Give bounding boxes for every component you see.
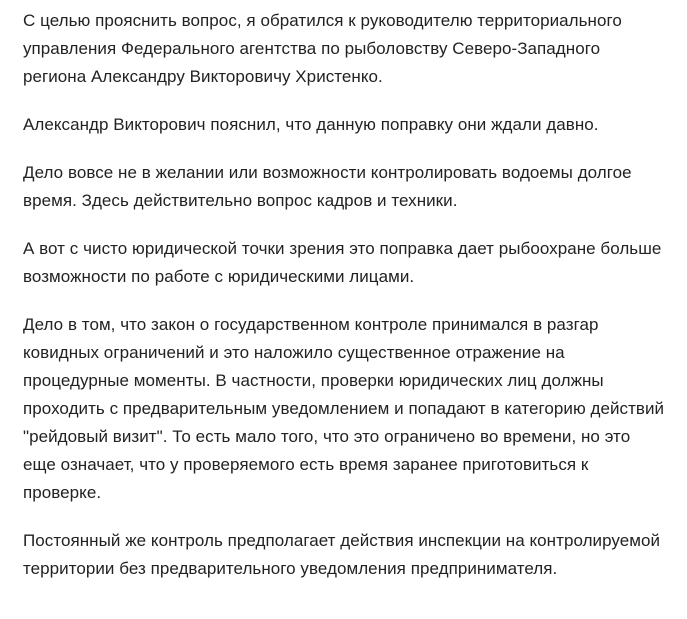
paragraph-3: Дело вовсе не в желании или возможности контролировать водоемы долгое время. Здесь действительно вопрос кадров и техники.: [23, 163, 632, 210]
paragraph-1: С целью прояснить вопрос, я обратился к руководителю территориального управления Федерального агентства по рыболовству Северо-Западного региона Александру Викторовичу Христенко.: [23, 11, 622, 86]
paragraph-6: Постоянный же контроль предполагает действия инспекции на контролируемой территории без предварительного уведомления предпринимателя.: [23, 531, 661, 578]
paragraph-4: А вот с чисто юридической точки зрения это поправка дает рыбоохране больше возможности по работе с юридическими лицами.: [23, 239, 662, 286]
paragraph-2: Александр Викторович пояснил, что данную поправку они ждали давно.: [23, 115, 599, 134]
paragraph-5: Дело в том, что закон о государственном контроле принимался в разгар ковидных ограничений и это наложило существенное отражение на процедурные моменты. В частности, проверки юридических лиц должны проходить с предварительным уведомлением и попадают в категорию действий "рейдовый визит". То есть мало того, что это ограничено во времени, но это еще означает, что у проверяемого есть время заранее приготовиться к проверке.: [23, 315, 665, 502]
